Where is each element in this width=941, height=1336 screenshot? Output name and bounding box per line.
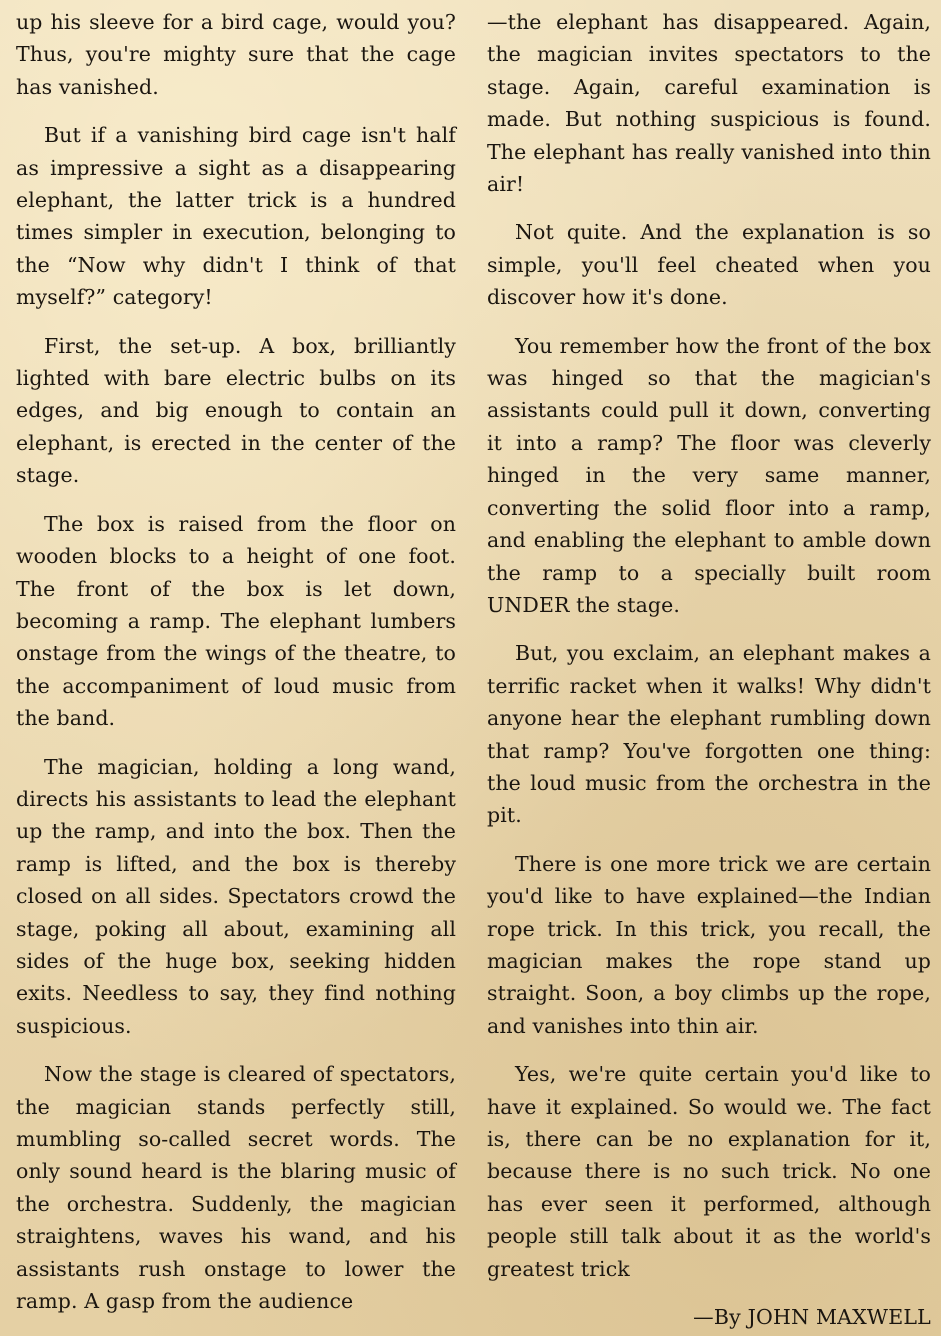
paragraph: The magician, holding a long wand, directs his assistants to lead the elephant up the ramp, and into the box. Then the ramp is lifted, and the box is thereby closed on all sides. Spectators crowd the stage, poking all about, examining all sides of the huge box, seeking hidden exits. Needless to say, they find nothing suspicious. [16, 754, 456, 1038]
paragraph: up his sleeve for a bird cage, would you? Thus, you're mighty sure that the cage has vanished. [16, 10, 456, 99]
left-column [16, 6, 456, 1333]
paragraph: —the elephant has disappeared. Again, the magician invites spectators to the stage. Again, careful examination is made. But nothing suspicious is found. The elephant has really vanished into thin air! [487, 10, 931, 197]
paragraph: But, you exclaim, an elephant makes a terrific racket when it walks! Why didn't anyone hear the elephant rumbling down that ramp? You've forgotten one thing: the loud music from the orchestra in the pit. [487, 641, 931, 828]
right-column [487, 6, 931, 1333]
paragraph: First, the set-up. A box, brilliantly lighted with bare electric bulbs on its edges, and big enough to contain an elephant, is erected in the center of the stage. [16, 333, 456, 488]
paragraph: Not quite. And the explanation is so simple, you'll feel cheated when you discover how it's done. [487, 220, 931, 310]
paragraph: The box is raised from the floor on wooden blocks to a height of one foot. The front of the box is let down, becoming a ramp. The elephant lumbers onstage from the wings of the theatre, to the accompaniment of loud music from the band. [16, 511, 456, 731]
paragraph: Now the stage is cleared of spectators, the magician stands perfectly still, mumbling so-called secret words. The only sound heard is the blaring music of the orchestra. Suddenly, the magician straightens, waves his wand, and his assistants rush onstage to lower the ramp. A gasp from the audience [16, 1062, 456, 1314]
paragraph: You remember how the front of the box was hinged so that the magician's assistants could pull it down, converting it into a ramp? The floor was cleverly hinged in the very same manner, converting the solid floor into a ramp, and enabling the elephant to amble down the ramp to a specially built room UNDER the stage. [487, 333, 931, 617]
paragraph: But if a vanishing bird cage isn't half as impressive a sight as a disappearing elephant, the latter trick is a hundred times simpler in execution, belonging to the “Now why didn't I think of that myself?” category! [16, 123, 456, 310]
author-byline: —By JOHN MAXWELL [693, 1305, 931, 1330]
paragraph: Yes, we're quite certain you'd like to have it explained. So would we. The fact is, there can be no explanation for it, because there is no such trick. No one has ever seen it performed, although people still talk about it as the world's greatest trick [487, 1062, 931, 1281]
paragraph: There is one more trick we are certain you'd like to have explained—the Indian rope trick. In this trick, you recall, the magician makes the rope stand up straight. Soon, a boy climbs up the rope, and vanishes into thin air. [487, 851, 931, 1038]
